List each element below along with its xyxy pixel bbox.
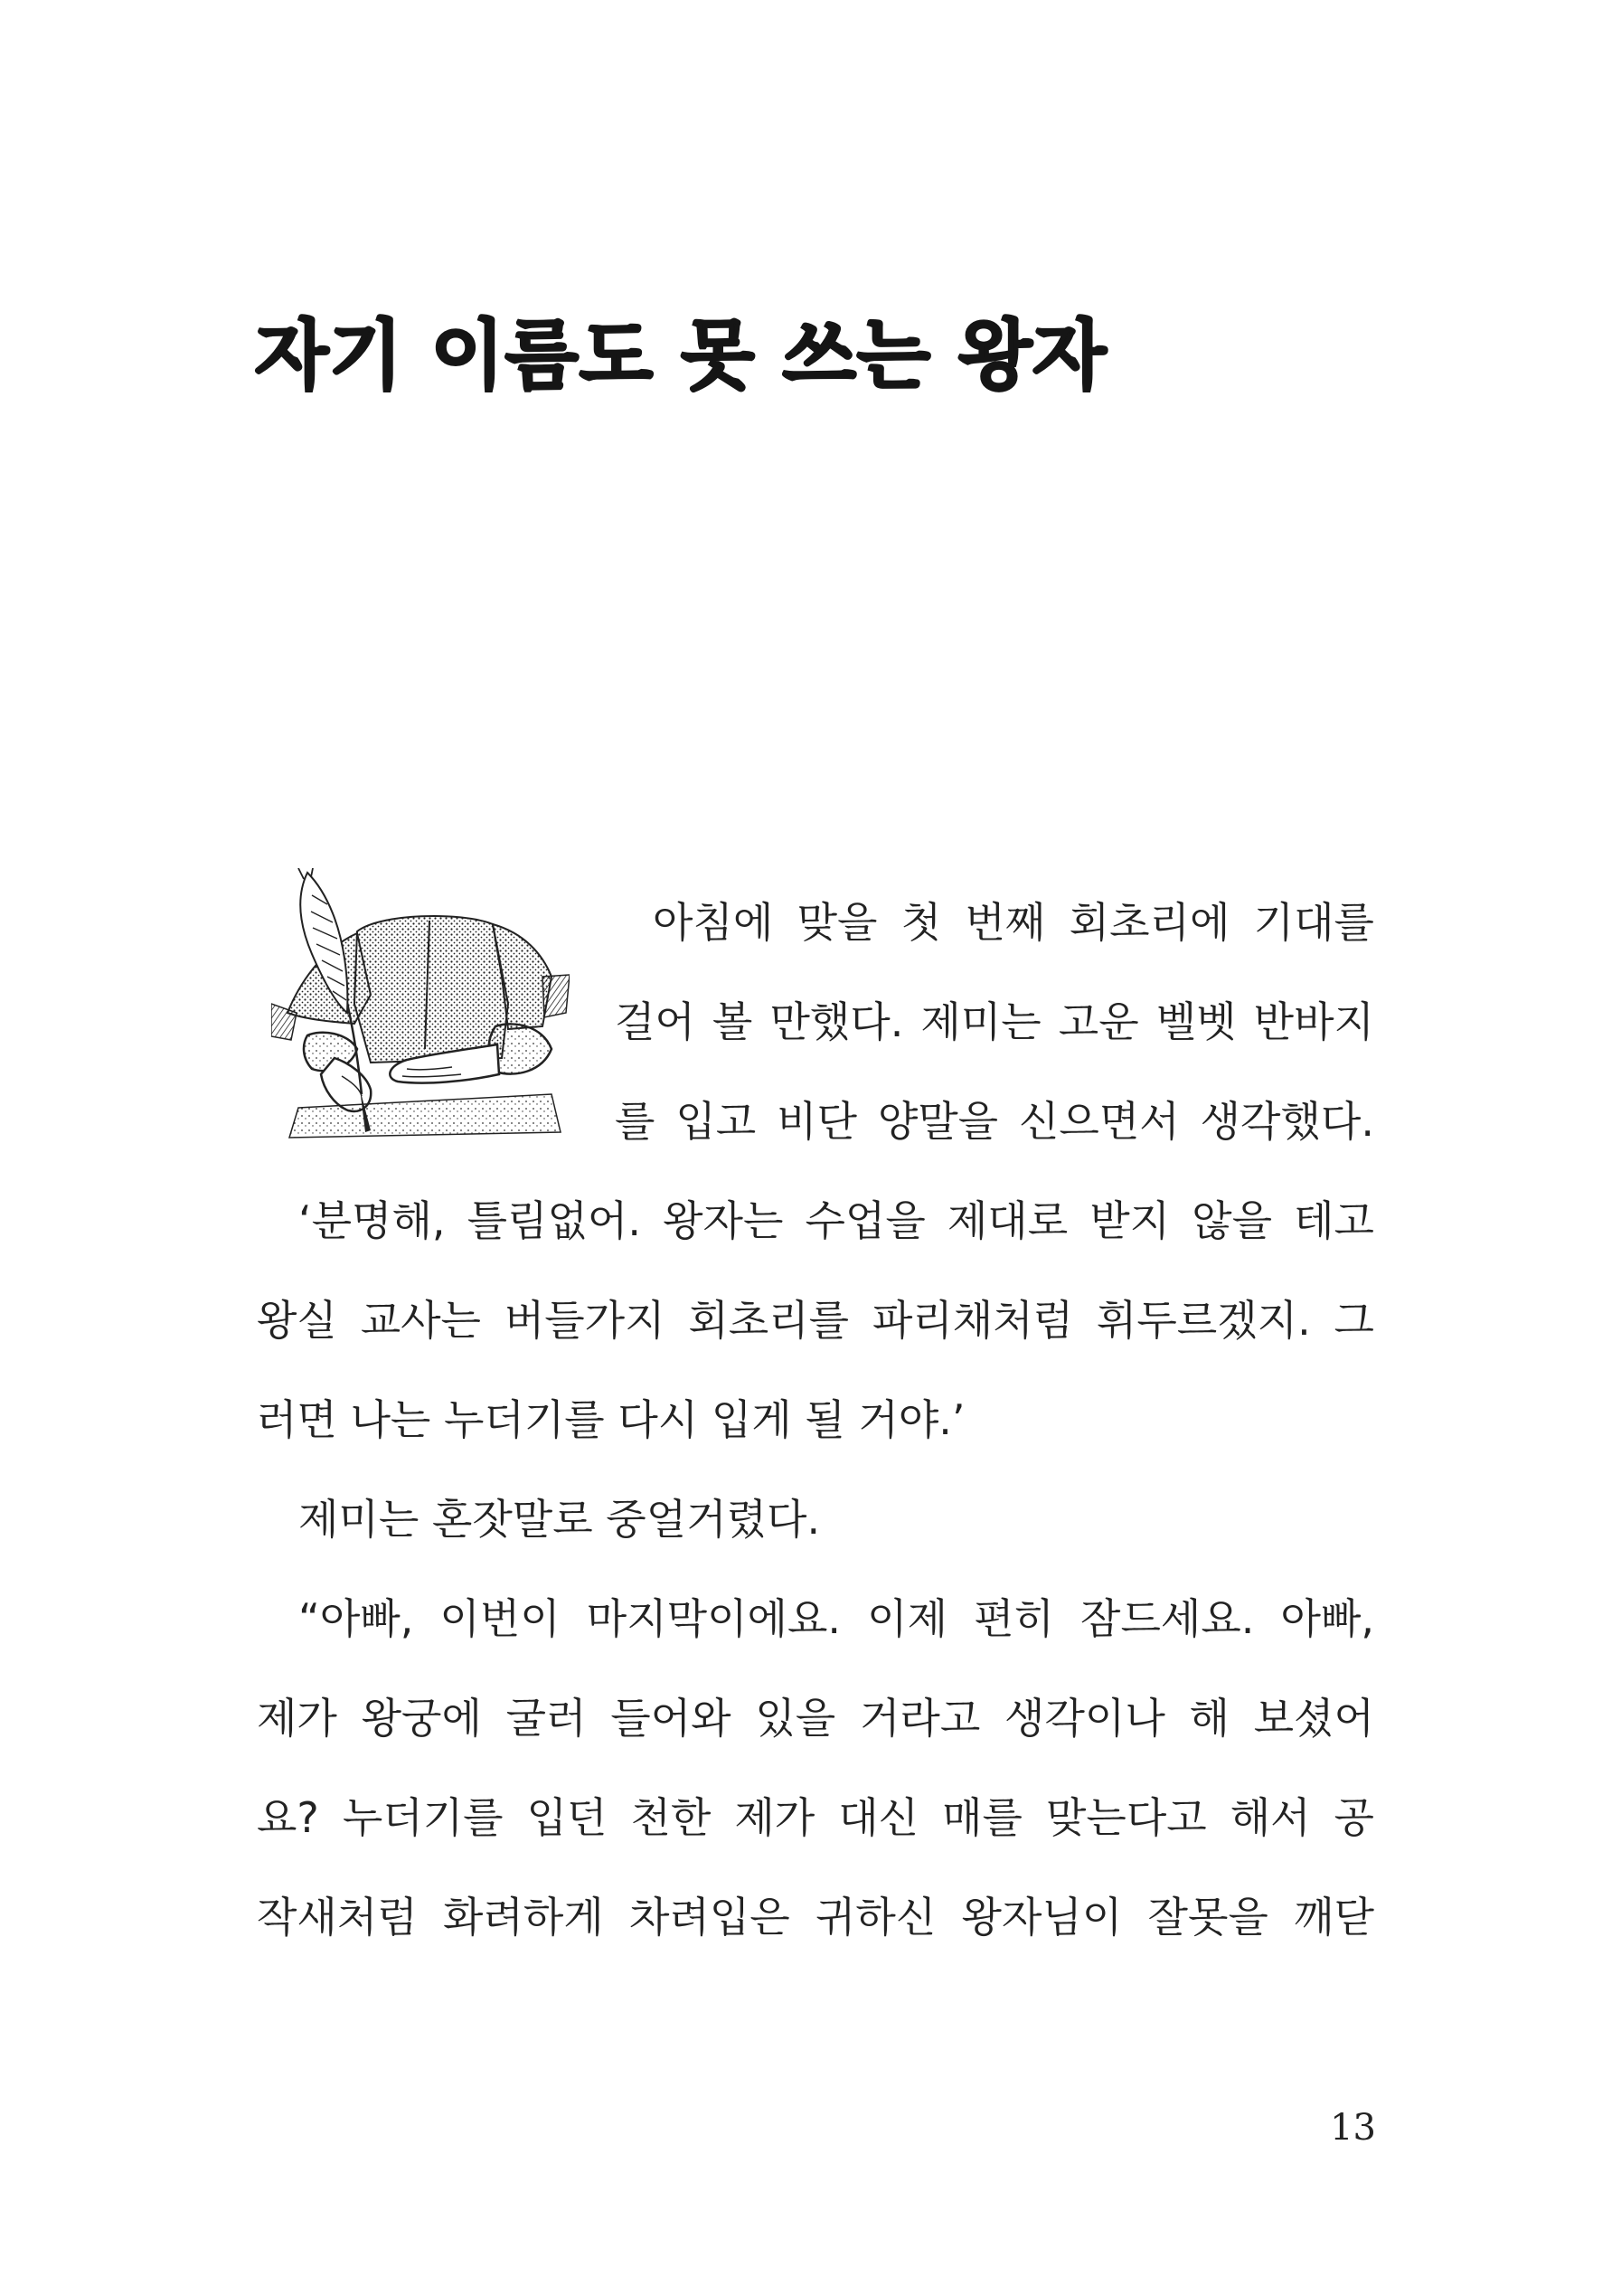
body-line: 를 입고 비단 양말을 신으면서 생각했다.: [615, 1097, 1374, 1146]
body-line: 왕실 교사는 버들가지 회초리를 파리채처럼 휘두르겠지. 그: [257, 1296, 1374, 1345]
body-line: 러면 나는 누더기를 다시 입게 될 거야.’: [257, 1395, 966, 1444]
body-line: 제미는 혼잣말로 중얼거렸다.: [298, 1495, 821, 1544]
chapter-title: 자기 이름도 못 쓰는 왕자: [255, 311, 1108, 400]
body-line: 작새처럼 화려하게 차려입은 귀하신 왕자님이 잘못을 깨닫: [257, 1893, 1374, 1942]
body-line: 제가 왕궁에 굴러 들어와 있을 거라고 생각이나 해 보셨어: [257, 1694, 1374, 1743]
body-line: 아침에 맞을 첫 번째 회초리에 기대를: [653, 898, 1374, 947]
body-line: ‘분명해, 틀림없어. 왕자는 수업을 제대로 받지 않을 테고: [298, 1196, 1374, 1245]
quill-writing-hand-icon: [271, 868, 570, 1139]
body-line: 걸어 볼 만했다. 제미는 고운 벨벳 반바지: [615, 997, 1374, 1046]
page-number: 13: [1330, 2107, 1376, 2149]
body-line: 요? 누더기를 입던 천한 제가 대신 매를 맞는다고 해서 공: [257, 1793, 1374, 1842]
body-line: “아빠, 이번이 마지막이에요. 이제 편히 잠드세요. 아빠,: [298, 1594, 1374, 1643]
